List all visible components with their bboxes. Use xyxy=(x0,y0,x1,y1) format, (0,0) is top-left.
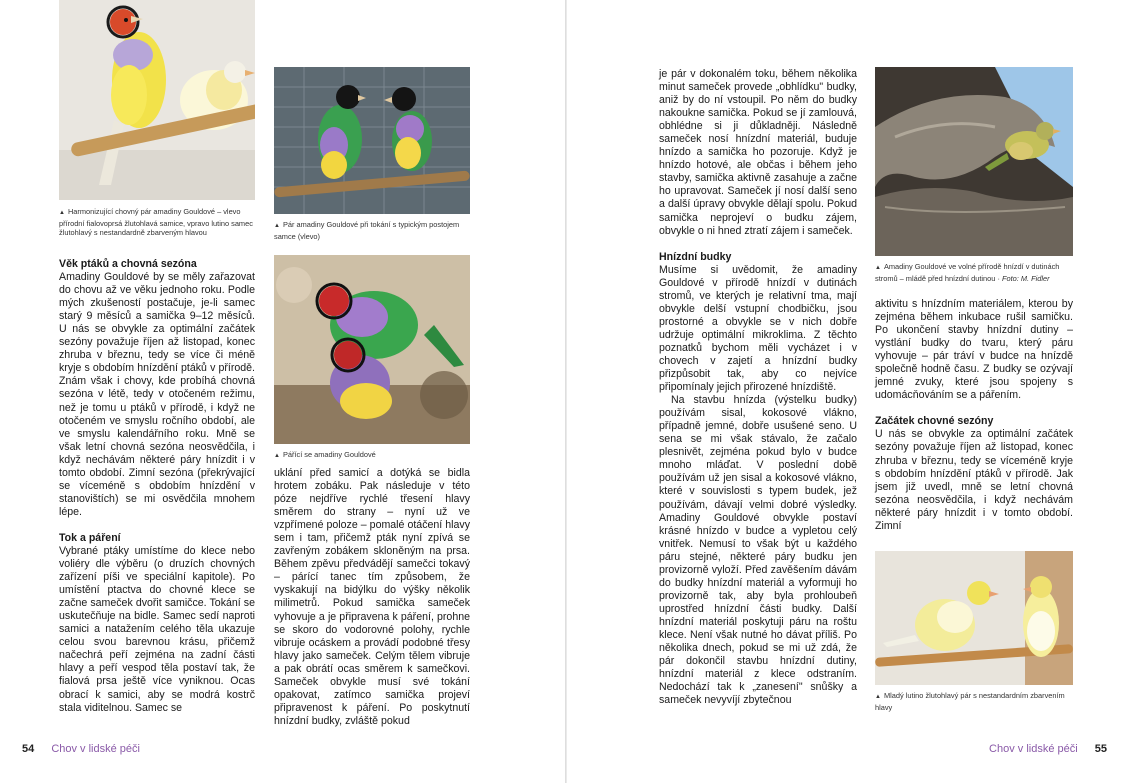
para-nest-boxes: Musíme si uvědomit, že amadiny Gouldové v přírodě hnízdí v dutinách stromů, ve kterých je relativní tma, mají obvykle delší vstupní chodbičku, jsou prostorné a obvykle se v nich dobře udržuje optimální mikroklima. Z těchto poznatků bychom měli vycházet i v chovech v zajetí a hnízdní budky přizpůsobit tak, aby co nejvíce připomínaly jejich přirozené hnízdiště. xyxy=(659,263,857,394)
left-col2 xyxy=(274,467,470,728)
left-page xyxy=(0,0,565,783)
running-title-left: Chov v lidské péči xyxy=(51,743,140,755)
page-number-left: 54 xyxy=(22,743,35,755)
caption-pair-perch: ▲ Harmonizující chovný pár amadiny Gouldové – vlevo přírodní fialovoprsá žlutohlavá samice, vpravo lutino samec žlutohlavý s nestandardně zbarveným hlavou xyxy=(59,207,253,238)
para-courtship: Vybrané ptáky umístíme do klece nebo voliéry dle výběru (o druzích chovných zařízení píši ve speciální kapitole). Po umístění ptactva do chovné klece se začne sameček dvořit samičce. Tokání se uskutečňuje na bidle. Samec sedí naproti samici a natažením celého těla ukazuje celou svou barevnou krásu, přičemž načechrá peří zejména na zadní části hlavy a peří vespod těla postaví tak, že fialová prsa ještě více vyniknou. Ocas obrací k samici, aby se modrá kostrč stala viditelnou. Samec se xyxy=(59,544,255,714)
photo-credit: Foto: M. Fidler xyxy=(1001,273,1050,283)
triangle-up-icon: ▲ xyxy=(875,694,881,700)
caption-lutino-pair: ▲ Mladý lutino žlutohlavý pár s nestandardním zbarvením hlavy xyxy=(875,691,1065,712)
caption-courting-pair: ▲ Pár amadiny Gouldové při tokání s typickým postojem samce (vlevo) xyxy=(274,220,460,241)
para-courtship-cont: uklání před samicí a dotýká se bidla hrotem zobáku. Pak následuje v této póze nejdříve rychlé třesení hlavy směrem do strany – nyní už ve vzpřímené poloze – pomalé otáčení hlavy sem i tam, přičemž pták nyní zpívá se zavřeným zobákem skloněným na prsa. Během zpěvu předvádějí samečci tokavý – párící tanec tím způsobem, že vyskakují na bidýlku do výšky několik milimetrů. Pokud samička sameček vyhovuje a je připravena k páření, prohne se skoro do vodorovné polohy, rychle vibruje ocáskem a provádí podobné třesy hlavy jako sameček. Celým tělem vibruje a pak obrátí ocas směrem k samečkovi. Sameček obvykle musí své tokání opakovat, zatímco samička projeví připravenost k páření. Po poskytnutí hnízdní budky, zvláště pokud xyxy=(274,467,470,727)
page-number-right: 55 xyxy=(1094,743,1107,755)
right-col2 xyxy=(875,298,1073,533)
footer-right xyxy=(947,743,1107,755)
left-col1 xyxy=(59,258,255,715)
triangle-up-icon: ▲ xyxy=(875,265,881,271)
right-col1 xyxy=(659,68,857,707)
triangle-up-icon: ▲ xyxy=(274,223,280,229)
para-box-inspection: je pár v dokonalém toku, během několika minut sameček provede „obhlídku" budky, aniž by do ní vstoupil. Po něm do budky nakoukne samička. Pokud se jí zamlouvá, obhlédne si ji důkladněji. Následně sameček nosí hnízdní materiál, buduje hnízdo a samička ho pozoruje. Když je hnízdo hotové, ale občas i během jeho stavby, samička aktivně zasahuje a začne ho upravovat. Sameček jí nosí další seno a další úpravy obvykle dělají spolu. Pokud samička neprojeví o budku zájem, obvykle o ni hned ztratí zájem i sameček. xyxy=(659,68,857,237)
heading-age-season: Věk ptáků a chovná sezóna xyxy=(59,258,197,270)
photo-mating-pair xyxy=(274,255,470,444)
photo-courting-pair xyxy=(274,67,470,214)
para-age-season: Amadiny Gouldové by se měly zařazovat do chovu až ve věku jednoho roku. Podle mých zkušeností postačuje, je-li samec starý 9 měsíců a samička 9–12 měsíců. U nás se obvykle za optimální začátek sezóny považuje říjen až listopad, konec zhruba v březnu, tedy se více či méně kryje s obdobím hnízdění ptáků v přírodě. Znám však i chovy, kde probíhá chovná sezóna v létě, tedy v otočeném režimu, než je tomu u ptáků v přírodě, i když ne otočeném ve smyslu ročního období, ale ve smyslu kalendářního roku. Mně se však letní chovná sezóna neosvědčila, i když nechávám některé páry hnízdit i v tomto období. Zimní sezóna (překrývající se víceméně s obdobím hnízdění v stanovištích) se mi osvědčila mnohem lépe. xyxy=(59,271,255,518)
footer-left xyxy=(22,743,222,755)
para-nest-material: Na stavbu hnízda (výstelku budky) používám sisal, kokosové vlákno, případně jemné, dobře usušené seno. U sena se mi však stávalo, že začalo plesnivět, zejména pokud bylo v budce mnoho mláďat. V poslední době používám už jen sisal a kokosové vlákno, které v souvislosti s typem budek, jež používám, dávají velmi dobré výsledky. Amadiny Gouldové obvykle postaví krásné hnízdo v budce a vypletou celý vnitřek. Nemusí to však být u každého páru stejné, některé páry budku jen provizorně vyloží. Před zavěšením dávám do budky hnízdní materiál a vyformuji ho provizorně tak, aby byla prohloubeň uprostřed hnízdní části budky. Další hnízdní materiál poskytuji páru na roštu klece. Není však nutné ho dávat příliš. Po několika dnech, pokud se mi už zdá, že pár dokončil stavbu hnízdní dutiny, hnízdní materiál z klece odstraním. Nedochází tak k „zanesení" snůšky a sameček nevyvíjí zbytečnou xyxy=(659,394,857,707)
right-page xyxy=(567,0,1133,783)
photo-lutino-pair xyxy=(875,551,1073,685)
caption-mating-pair: ▲ Pářící se amadiny Gouldové xyxy=(274,450,376,459)
photo-gouldian-pair-perch xyxy=(59,0,255,200)
triangle-up-icon: ▲ xyxy=(274,453,280,459)
triangle-up-icon: ▲ xyxy=(59,210,65,216)
caption-tree-hollow: ▲ Amadiny Gouldové ve volné přírodě hnízdí v dutinách stromů – mládě před hnízdní dutinou · Foto: M. Fidler xyxy=(875,262,1060,283)
heading-season-start: Začátek chovné sezóny xyxy=(875,415,994,428)
heading-nest-boxes: Hnízdní budky xyxy=(659,250,732,263)
running-title-right: Chov v lidské péči xyxy=(989,743,1078,755)
photo-tree-hollow xyxy=(875,67,1073,256)
para-season-start: U nás se obvykle za optimální začátek sezóny považuje říjen až listopad, konec zhruba v březnu, tedy se víceméně kryje s obdobím hnízdění ptáků v přírodě. Jak jsem již uvedl, mně se letní chovná sezóna neosvědčila, i když nechávám některé páry hnízdit i v tomto období. Zimní xyxy=(875,428,1073,532)
para-after-building: aktivitu s hnízdním materiálem, kterou by zejména během inkubace rušil samičku. Po ukončení stavby hnízdní dutiny – vystlání budky do tvaru, který páru vyhovuje – pár tráví v budce na hnízdě společně hodně času. Z budky se ozývají jemné zvuky, které jsou spojeny s udomácňováním se a pářením. xyxy=(875,298,1073,402)
heading-courtship: Tok a páření xyxy=(59,531,121,544)
